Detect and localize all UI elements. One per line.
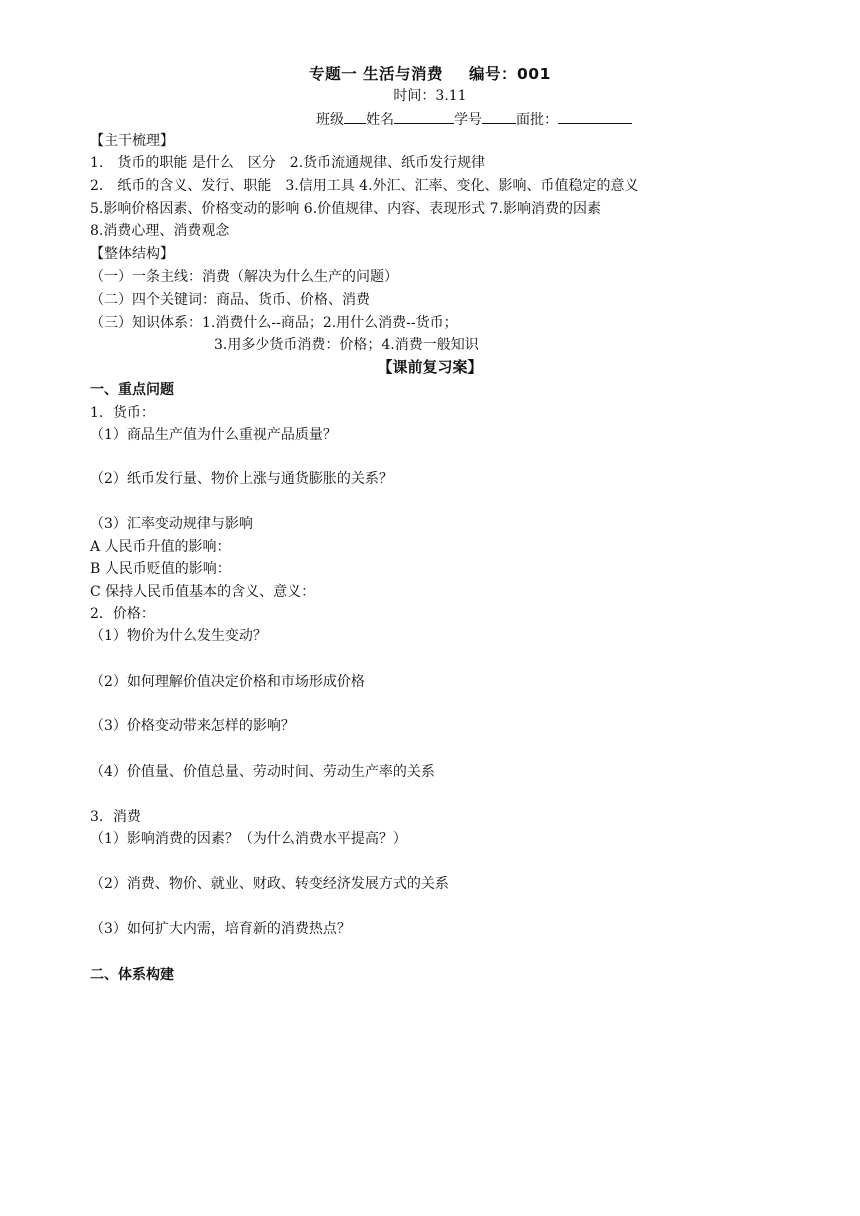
price-title: 2．价格： (90, 606, 155, 622)
outline-line: 1. 货币的职能 是什么 区分 2.货币流通规律、纸币发行规律 (90, 155, 486, 171)
consumption-title: 3．消费 (90, 809, 141, 825)
question-item: （1）物价为什么发生变动？ (90, 628, 267, 644)
structure-heading: 【整体结构】 (90, 246, 174, 262)
sub-question: C 保持人民币值基本的含义、意义： (90, 584, 316, 600)
question-item: （3）如何扩大内需，培育新的消费热点？ (90, 921, 351, 937)
worksheet-title (0, 62, 860, 84)
structure-line: （二）四个关键词：商品、货币、价格、消费 (90, 292, 370, 308)
question-item: （1）影响消费的因素？（为什么消费水平提高？） (90, 831, 407, 847)
worksheet-number: 编号：001 (469, 65, 551, 83)
outline-line: 5.影响价格因素、价格变动的影响 6.价值规律、内容、表现形式 7.影响消费的因素 (90, 201, 601, 217)
review-label: 面批： (516, 112, 558, 128)
id-label: 学号 (454, 112, 482, 128)
worksheet-time: 时间：3.11 (393, 88, 467, 104)
sub-question: B 人民币贬值的影响： (90, 561, 231, 577)
structure-line: （三）知识体系：1.消费什么--商品；2.用什么消费--货币； (90, 315, 458, 331)
question-item: （2）消费、物价、就业、财政、转变经济发展方式的关系 (90, 876, 449, 892)
question-item: （3）价格变动带来怎样的影响？ (90, 718, 295, 734)
question-item: （2）纸币发行量、物价上涨与通货膨胀的关系？ (90, 471, 393, 487)
sub-question: A 人民币升值的影响： (90, 539, 231, 555)
class-label: 班级 (316, 112, 344, 128)
key-questions-heading: 一、重点问题 (90, 382, 174, 398)
question-item: （3）汇率变动规律与影响 (90, 516, 253, 532)
class-blank[interactable] (344, 108, 366, 124)
name-label: 姓名 (366, 112, 394, 128)
outline-line: 2. 纸币的含义、发行、职能 3.信用工具 4.外汇、汇率、变化、影响、币值稳定的意义 (90, 178, 639, 194)
title-text: 专题一 生活与消费 (309, 65, 444, 83)
money-title: 1．货币： (90, 405, 155, 421)
id-blank[interactable] (482, 108, 516, 124)
question-item: （1）商品生产值为什么重视产品质量？ (90, 427, 337, 443)
student-info-line (316, 108, 632, 130)
main-outline-heading: 【主干梳理】 (90, 133, 174, 149)
review-section-heading: 【课前复习案】 (377, 358, 483, 376)
question-item: （4）价值量、价值总量、劳动时间、劳动生产率的关系 (90, 764, 435, 780)
name-blank[interactable] (394, 108, 454, 124)
structure-line: （一）一条主线：消费（解决为什么生产的问题） (90, 269, 398, 285)
question-item: （2）如何理解价值决定价格和市场形成价格 (90, 674, 365, 690)
review-blank[interactable] (558, 108, 632, 124)
outline-line: 8.消费心理、消费观念 (90, 223, 230, 239)
structure-line: 3.用多少货币消费：价格；4.消费一般知识 (214, 337, 479, 353)
system-construction-heading: 二、体系构建 (90, 967, 174, 983)
